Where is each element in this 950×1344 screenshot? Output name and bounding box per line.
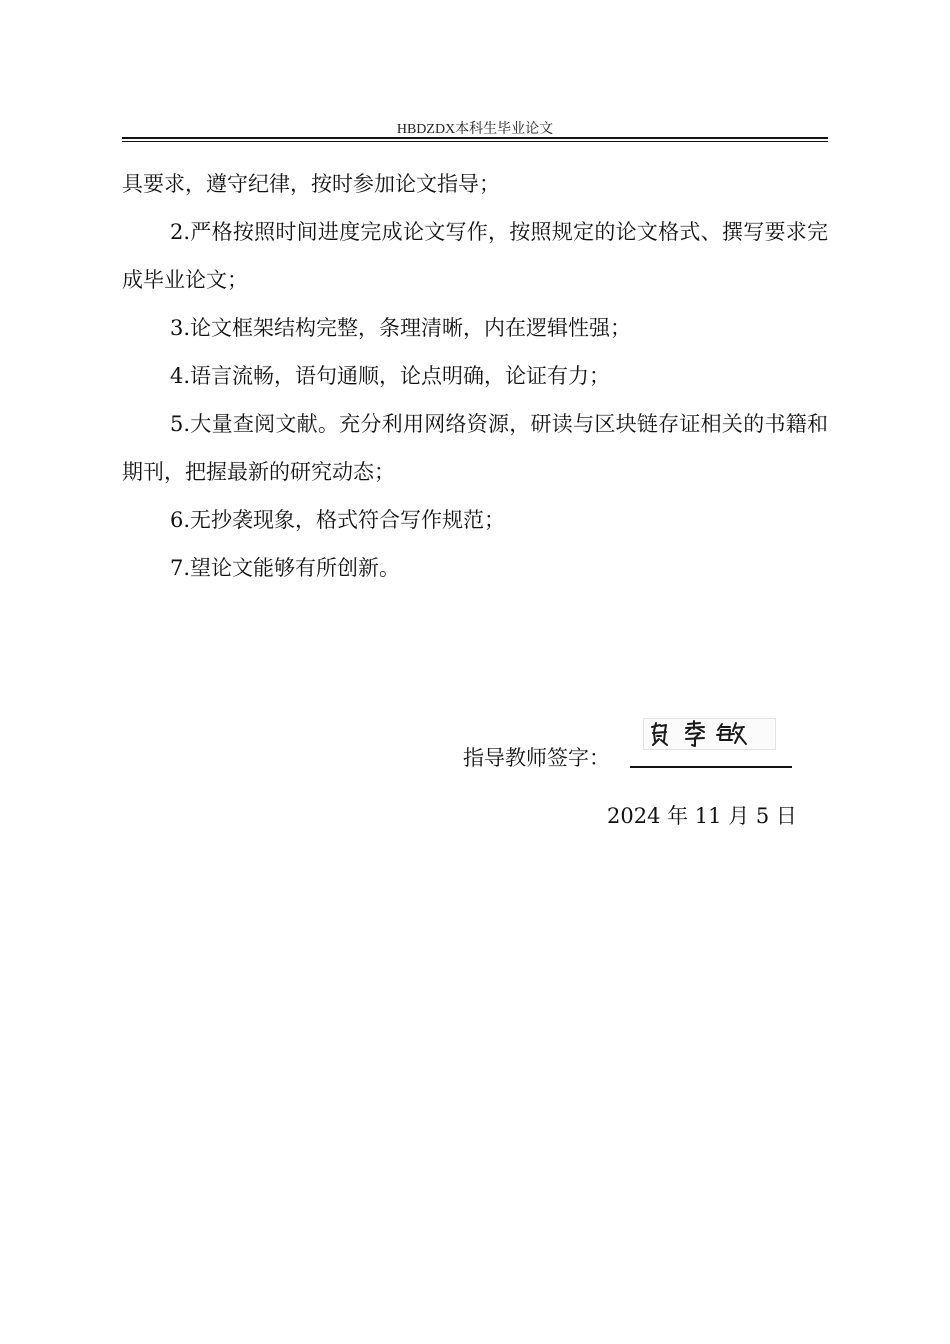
- paragraph-item-4: 4.语言流畅，语句通顺，论点明确，论证有力；: [170, 364, 611, 388]
- signature-date: 2024 年 11 月 5 日: [607, 804, 797, 828]
- page-header-title: HBDZDX本科生毕业论文: [396, 122, 554, 137]
- paragraph-item-5: 5.大量查阅文献。充分利用网络资源，研读与区块链存证相关的书籍和期刊，把握最新的研究动态；: [122, 412, 828, 484]
- paragraph-item-2: 2.严格按照时间进度完成论文写作，按照规定的论文格式、撰写要求完成毕业论文；: [122, 220, 828, 292]
- handwritten-signature-image: [643, 718, 776, 750]
- document-body: [122, 160, 828, 592]
- header-rule-thick: [122, 137, 828, 139]
- signature-label: 指导教师签字：: [463, 746, 610, 770]
- paragraph-item-3: 3.论文框架结构完整，条理清晰，内在逻辑性强；: [170, 316, 632, 340]
- header-rule-thin: [122, 141, 828, 142]
- paragraph-item-7: 7.望论文能够有所创新。: [170, 556, 401, 580]
- paragraph-item-6: 6.无抄袭现象，格式符合写作规范；: [170, 508, 506, 532]
- signature-underline: [630, 766, 792, 768]
- paragraph-continuation: 具要求，遵守纪律，按时参加论文指导；: [122, 172, 500, 196]
- signature-block: [463, 738, 803, 772]
